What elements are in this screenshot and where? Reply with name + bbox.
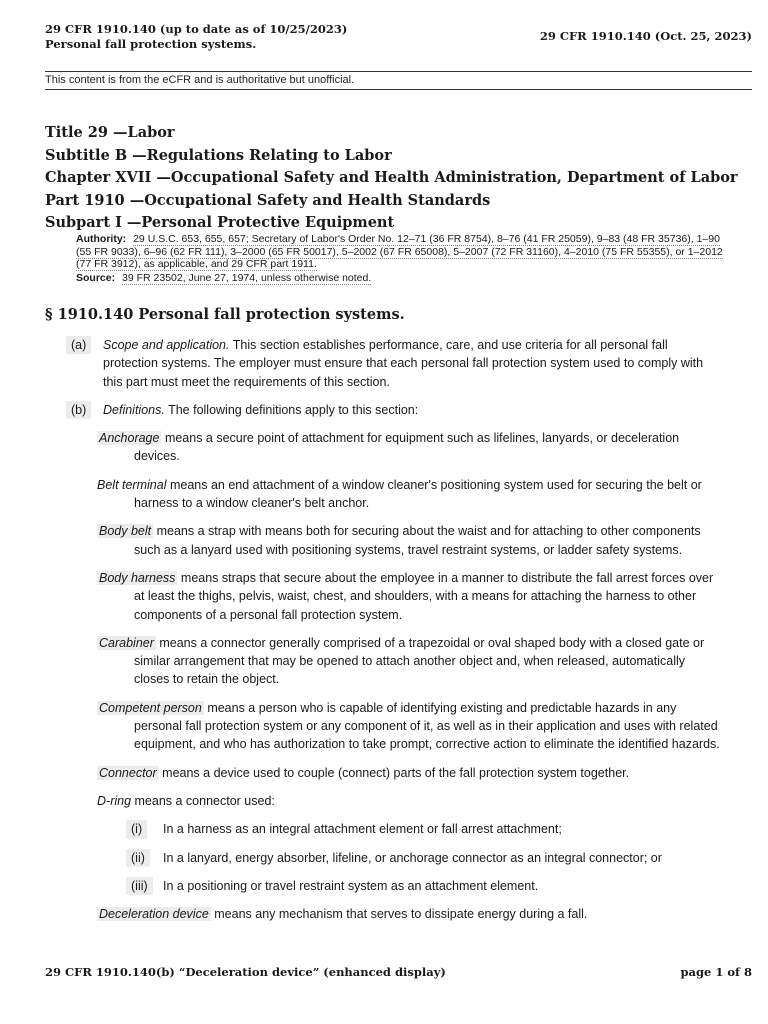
subparagraph-label[interactable]: (iii) (126, 877, 153, 895)
header-citation: 29 CFR 1910.140 (up to date as of 10/25/2023) (45, 22, 348, 36)
definition-term[interactable]: Body harness (99, 570, 176, 585)
hierarchy-title: Title 29 —Labor (45, 124, 175, 141)
hierarchy-part: Part 1910 —Occupational Safety and Health Standards (45, 191, 491, 209)
header-rule-bottom (45, 89, 752, 90)
definition-connector (99, 764, 722, 782)
page-number: page 1 of 8 (680, 965, 752, 979)
header-date-citation: 29 CFR 1910.140 (Oct. 25, 2023) (539, 29, 752, 43)
definition-deceleration-device (99, 905, 722, 923)
definition-text: means a device used to couple (connect) parts of the fall protection system together. (158, 765, 630, 780)
hierarchy-subtitle: Subtitle B —Regulations Relating to Labor (45, 146, 392, 164)
d-ring-item-ii (131, 849, 722, 867)
ecfr-notice: This content is from the eCFR and is authoritative but unofficial. (45, 74, 355, 86)
definition-text: means an end attachment of a window cleaner's positioning system used for securing the belt or harness to a window cleaner's belt anchor. (134, 477, 702, 511)
subparagraph-label[interactable]: (ii) (126, 849, 150, 867)
definition-text: means any mechanism that serves to dissipate energy during a fall. (210, 907, 588, 922)
subparagraph-text: In a positioning or travel restraint system as an attachment element. (163, 878, 539, 893)
subparagraph-text: In a lanyard, energy absorber, lifeline, or anchorage connector as an integral connector; or (163, 850, 662, 865)
page-footer-citation: 29 CFR 1910.140(b) “Deceleration device” (enhanced display) (45, 965, 446, 979)
definition-body-belt (99, 522, 722, 559)
section-title: § 1910.140 Personal fall protection systems. (45, 306, 405, 323)
hierarchy-block (45, 122, 738, 235)
authority-block (76, 233, 726, 284)
definition-term: Belt terminal (97, 477, 167, 492)
definition-term[interactable]: Body belt (99, 524, 152, 539)
source-label: Source: (76, 271, 116, 284)
definition-carabiner (99, 634, 722, 689)
definition-body-harness (99, 569, 722, 624)
definition-text: means straps that secure about the employee in a manner to distribute the fall arrest forces over at least the thighs, pelvis, waist, chest, and shoulders, with a means for attaching the harness to other components of a personal fall protection system. (134, 570, 714, 622)
definition-term: D-ring (97, 793, 132, 808)
paragraph-label[interactable]: (a) (66, 336, 91, 354)
paragraph-a (71, 336, 722, 391)
definition-term[interactable]: Connector (99, 765, 157, 780)
definition-term[interactable]: Anchorage (99, 431, 160, 446)
authority-text[interactable]: 29 U.S.C. 653, 655, 657; Secretary of Labor's Order No. 12–71 (36 FR 8754), 8–76 (41 FR 25059), 9–83 (48 FR 35736), 1–90 (55 FR 9033), 6–96 (62 FR 111), 3–2000 (65 FR 50017), 5–2002 (67 FR 65008), 5–2007 (72 FR 31160), 4–2010 (75 FR 55355), or 1–2012 (77 FR 3912), as applicable, and 29 CFR part 1911. (76, 233, 723, 270)
section-body (0, 336, 768, 933)
paragraph-text: The following definitions apply to this section: (164, 402, 419, 417)
subparagraph-text: In a harness as an integral attachment element or fall arrest attachment; (163, 822, 562, 837)
definition-text: means a person who is capable of identifying existing and predictable hazards in any personal fall protection system or any component of it, as well as in their application and uses with related equipment, and who has authorization to take prompt, corrective action to eliminate the identified hazards. (134, 700, 720, 752)
definition-belt-terminal (97, 476, 722, 513)
definition-anchorage (99, 429, 722, 466)
paragraph-b (71, 401, 722, 419)
definition-competent-person (99, 699, 722, 754)
d-ring-item-i (131, 820, 722, 838)
subparagraph-label[interactable]: (i) (126, 820, 147, 838)
definition-term[interactable]: Carabiner (99, 635, 154, 650)
hierarchy-chapter: Chapter XVII —Occupational Safety and Health Administration, Department of Labor (45, 169, 738, 186)
source-text[interactable]: 39 FR 23502, June 27, 1974, unless otherwise noted. (122, 271, 372, 284)
header-section-title: Personal fall protection systems. (45, 37, 257, 51)
paragraph-heading: Scope and application. (103, 338, 230, 352)
header-rule-top (45, 71, 752, 72)
definition-term[interactable]: Competent person (99, 700, 202, 715)
definition-text: means a secure point of attachment for equipment such as lifelines, lanyards, or deceleration devices. (134, 431, 680, 464)
definition-text: means a connector generally comprised of a trapezoidal or oval shaped body with a closed gate or similar arrangement that may be opened to attach another object and, when released, automatically closes to retain the object. (134, 635, 705, 687)
paragraph-text: This section establishes performance, care, and use criteria for all personal fall protection systems. The employer must ensure that each personal fall protection system used to comply with this part must meet the requirements of this section. (103, 338, 704, 389)
d-ring-item-iii (131, 877, 722, 895)
authority-label: Authority: (76, 233, 127, 245)
hierarchy-subpart: Subpart I —Personal Protective Equipment (45, 214, 395, 231)
paragraph-label[interactable]: (b) (66, 401, 91, 419)
definition-text: means a strap with means both for securing about the waist and for attaching to other components such as a lanyard used with positioning systems, travel restraint systems, or ladder safety systems. (134, 524, 701, 557)
definition-text: means a connector used: (131, 793, 275, 808)
page-header-left (45, 22, 347, 52)
definition-term[interactable]: Deceleration device (99, 907, 209, 922)
definition-d-ring (97, 792, 722, 810)
paragraph-heading: Definitions. (103, 402, 165, 417)
